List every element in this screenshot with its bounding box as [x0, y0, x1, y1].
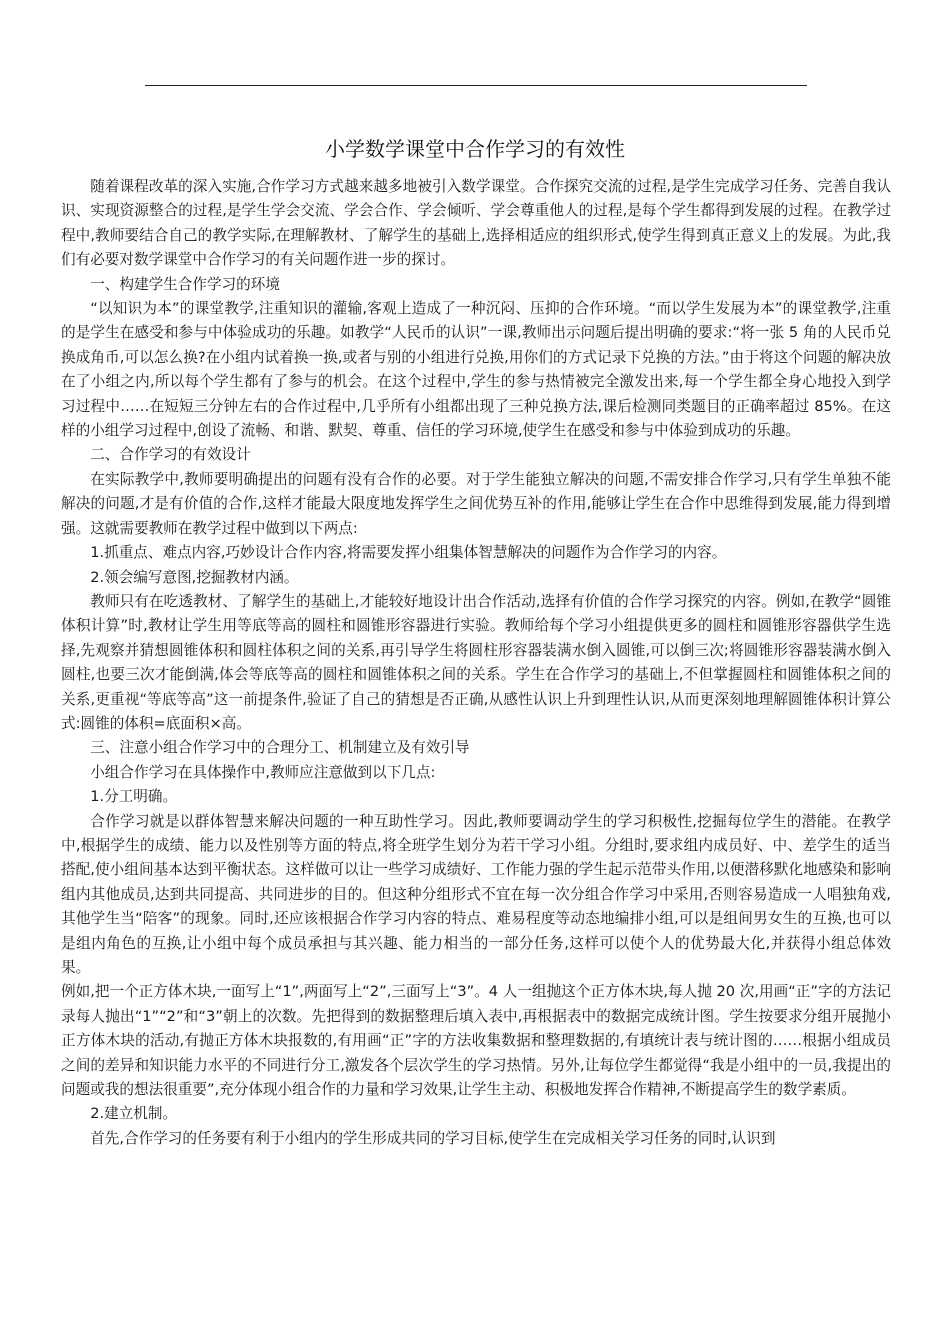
list-item: 2.建立机制。 [90, 1105, 178, 1123]
list-item: 2.领会编写意图,挖掘教材内涵。 [90, 568, 299, 586]
body-paragraph: “以知识为本”的课堂教学,注重知识的灌输,客观上造成了一种沉闷、压抑的合作环境。“而以学生发展为本”的课堂教学,注重的是学生在感受和参与中体验成功的乐趣。如教学“人民币的认识”一课,教师出示问题后提出明确的要求:“将一张 5 角的人民币兑换成角币,可以怎么换?在小组内试着换一换,或者与别的小组进行兑换,用你们的方式记录下兑换的方法。”由于将这个问题的解决放在了小组之内,所以每个学生都有了参与的机会。在这个过程中,学生的参与热情被完全激发出来,每一个学生都全身心地投入到学习过程中……在短短三分钟左右的合作过程中,几乎所有小组都出现了三种兑换方法,课后检测同类题目的正确率超过 85%。在这样的小组学习过程中,创设了流畅、和谐、默契、尊重、信任的学习环境,使学生在感受和参与中体验到成功的乐趣。 [61, 300, 891, 440]
list-item: 1.抓重点、难点内容,巧妙设计合作内容,将需要发挥小组集体智慧解决的问题作为合作学习的内容。 [90, 544, 727, 562]
section-heading-1: 一、构建学生合作学习的环境 [90, 275, 280, 293]
document-title: 小学数学课堂中合作学习的有效性 [325, 137, 625, 162]
body-paragraph: 首先,合作学习的任务要有利于小组内的学生形成共同的学习目标,使学生在完成相关学习任务的同时,认识到 [90, 1129, 776, 1147]
body-paragraph: 教师只有在吃透教材、了解学生的基础上,才能较好地设计出合作活动,选择有价值的合作学习探究的内容。例如,在教学“圆锥体积计算”时,教材让学生用等底等高的圆柱和圆锥形容器进行实验。教师给每个学习小组提供更多的圆柱和圆锥形容器供学生选择,先观察并猜想圆锥体积和圆柱体积之间的关系,再引导学生将圆柱形容器装满水倒入圆锥,可以倒三次;将圆锥形容器装满水倒入圆柱,也要三次才能倒满,体会等底等高的圆柱和圆锥体积之间的关系。学生在合作学习的基础上,不但掌握圆柱和圆锥体积之间的关系,更重视“等底等高”这一前提条件,验证了自己的猜想是否正确,从感性认识上升到理性认识,从而更深刻地理解圆锥体积计算公式:圆锥的体积=底面积×高。 [61, 592, 891, 732]
header-rule [145, 85, 807, 86]
section-heading-3: 三、注意小组合作学习中的合理分工、机制建立及有效引导 [90, 739, 470, 757]
body-paragraph: 合作学习就是以群体智慧来解决问题的一种互助性学习。因此,教师要调动学生的学习积极性,挖掘每位学生的潜能。在教学中,根据学生的成绩、能力以及性别等方面的特点,将全班学生划分为若干学习小组。分组时,要求组内成员好、中、差学生的适当搭配,使小组间基本达到平衡状态。这样做可以让一些学习成绩好、工作能力强的学生起示范带头作用,以便潜移默化地感染和影响组内其他成员,达到共同提高、共同进步的目的。但这种分组形式不宜在每一次分组合作学习中采用,否则容易造成一人唱独角戏,其他学生当“陪客”的现象。同时,还应该根据合作学习内容的特点、难易程度等动态地编排小组,可以是组间男女生的互换,也可以是组内角色的互换,让小组中每个成员承担与其兴趣、能力相当的一部分任务,这样可以使个人的优势最大化,并获得小组总体效果。 [61, 812, 891, 976]
body-paragraph: 例如,把一个正方体木块,一面写上“1”,两面写上“2”,三面写上“3”。4 人一组抛这个正方体木块,每人抛 20 次,用画“正”字的方法记录每人抛出“1”“2”和“3”朝上的次数。先把得到的数据整理后填入表中,再根据表中的数据完成统计图。学生按要求分组开展抛小正方体木块的活动,有抛正方体木块报数的,有用画“正”字的方法收集数据和整理数据的,有填统计表与统计图的……根据小组成员之间的差异和知识能力水平的不同进行分工,激发各个层次学生的学习热情。另外,让每位学生都觉得“我是小组中的一员,我提出的问题或我的想法很重要”,充分体现小组合作的力量和学习效果,让学生主动、积极地发挥合作精神,不断提高学生的数学素质。 [61, 983, 891, 1099]
section-heading-2: 二、合作学习的有效设计 [90, 446, 251, 464]
list-item: 1.分工明确。 [90, 788, 178, 806]
document-body [61, 175, 891, 1151]
body-paragraph: 在实际教学中,教师要明确提出的问题有没有合作的必要。对于学生能独立解决的问题,不需安排合作学习,只有学生单独不能解决的问题,才是有价值的合作,这样才能最大限度地发挥学生之间优势互补的作用,能够让学生在合作中思维得到发展,能力得到增强。这就需要教师在教学过程中做到以下两点: [61, 470, 891, 537]
intro-paragraph: 随着课程改革的深入实施,合作学习方式越来越多地被引入数学课堂。合作探究交流的过程,是学生完成学习任务、完善自我认识、实现资源整合的过程,是学生学会交流、学会合作、学会倾听、学会尊重他人的过程,是每个学生都得到发展的过程。在教学过程中,教师要结合自己的教学实际,在理解教材、了解学生的基础上,选择相适应的组织形式,使学生得到真正意义上的发展。为此,我们有必要对数学课堂中合作学习的有关问题作进一步的探讨。 [61, 178, 891, 269]
body-paragraph: 小组合作学习在具体操作中,教师应注意做到以下几点: [90, 763, 436, 781]
